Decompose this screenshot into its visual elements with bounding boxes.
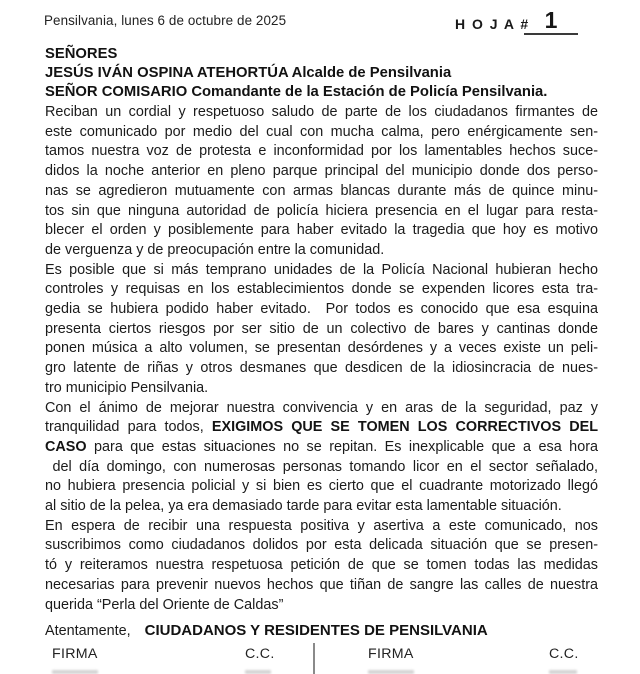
text-line: controles y requisas en los establecimientos donde se expenden licores esta tra- (45, 281, 598, 298)
paragraph (45, 517, 598, 616)
closing-signatory: CIUDADANOS Y RESIDENTES DE PENSILVANIA (144, 622, 488, 639)
text-line: gedia se hubiera podido haber evitado. Por todos es conocido que esa esquina (45, 301, 598, 318)
text-line: querida “Perla del Oriente de Caldas” (45, 596, 284, 613)
text-line: suscribimos como ciudadanos dolidos por esta delicada situación que se presen- (45, 537, 598, 554)
cutoff-row-artifact (368, 670, 414, 674)
text-line: Es posible que si más temprano unidades de la Policía Nacional hubieran hecho (45, 261, 598, 278)
text-line: necesarias para prevenir nuevos hechos que tiñan de sangre las calles de nuestra (45, 576, 598, 593)
dateline: Pensilvania, lunes 6 de octubre de 2025 (44, 13, 287, 28)
paragraph (45, 103, 598, 261)
text-line: tamos nuestra voz de protesta e inconformidad por los lamentables hechos suce- (45, 143, 598, 160)
text-line: gro latente de riñas y otros desmanes que desdicen de la idiosincracia de nues- (45, 360, 598, 377)
letter-body (45, 103, 598, 615)
signature-column-firma-left: FIRMA (52, 646, 98, 662)
paragraph (45, 399, 598, 517)
recipient-line-alcalde: JESÚS IVÁN OSPINA ATEHORTÚA Alcalde de Pensilvania (45, 65, 452, 81)
signature-column-cc-right: C.C. (549, 646, 579, 662)
text-line: este comunicado por medio del cual con mucha calma, pero enérgicamente sen- (45, 123, 598, 140)
recipient-line-comisario: SEÑOR COMISARIO Comandante de la Estación de Policía Pensilvania. (45, 84, 548, 100)
text-line: Con el ánimo de mejorar nuestra convivencia y en aras de la seguridad, paz y (45, 399, 598, 416)
text-line: tos sin que ninguna autoridad de policía hiciera presencia en el lugar para resta- (45, 202, 598, 219)
closing-label: Atentamente, (45, 623, 131, 639)
text-line: presenta ciertos riesgos por ser sitio de un colectivo de bares y cantinas donde (45, 320, 598, 337)
cutoff-row-artifact (52, 670, 98, 674)
signature-column-firma-right: FIRMA (368, 646, 414, 662)
text-line: CASO para que estas situaciones no se repitan. Es inexplicable que a esa hora (45, 438, 598, 455)
text-line: tó y reiteramos nuestra respetuosa petición de que se tomen todas las medidas (45, 557, 598, 574)
text-line: didos la noche anterior en pleno parque principal del municipio donde dos perso- (45, 163, 598, 180)
signature-column-divider (313, 643, 315, 674)
text-line: blecer el orden y posiblemente para haber evitado la tragedia que hoy es motivo (45, 222, 598, 239)
text-line: ponen música a alto volumen, se presentan desórdenes y a veces existe un peli- (45, 340, 598, 357)
recipient-block (45, 45, 601, 102)
text-line: Reciban un cordial y respetuoso saludo de parte de los ciudadanos firmantes de (45, 104, 598, 120)
text-line: nas se agredieron mutuamente con armas blancas durante más de quince minu- (45, 182, 598, 199)
sheet-number-field (524, 8, 578, 35)
text-line: tro municipio Pensilvania. (45, 379, 209, 396)
text-line: En espera de recibir una respuesta positiva y asertiva a este comunicado, nos (45, 517, 598, 534)
recipient-line-senores: SEÑORES (45, 46, 118, 62)
text-line: de verguenza y de preocupación entre la comunidad. (45, 241, 385, 258)
text-line: al sitio de la pelea, ya era demasiado tarde para evitar esta lamentable situación. (45, 498, 562, 515)
cutoff-row-artifact (245, 670, 271, 674)
sheet-number-value: 1 (544, 7, 558, 33)
sheet-number-label: H O J A # (455, 16, 530, 32)
cutoff-row-artifact (549, 670, 577, 674)
closing-line (45, 622, 601, 639)
text-line: no hubiera presencia policial y si bien es cierto que el cuadrante motorizado llegó (45, 478, 598, 495)
paragraph (45, 261, 598, 399)
text-line: tranquilidad para todos, EXIGIMOS QUE SE TOMEN LOS CORRECTIVOS DEL (45, 419, 598, 436)
text-line: del día domingo, con numerosas personas tomando licor en el sector señalado, (45, 458, 598, 475)
signature-column-cc-left: C.C. (245, 646, 275, 662)
